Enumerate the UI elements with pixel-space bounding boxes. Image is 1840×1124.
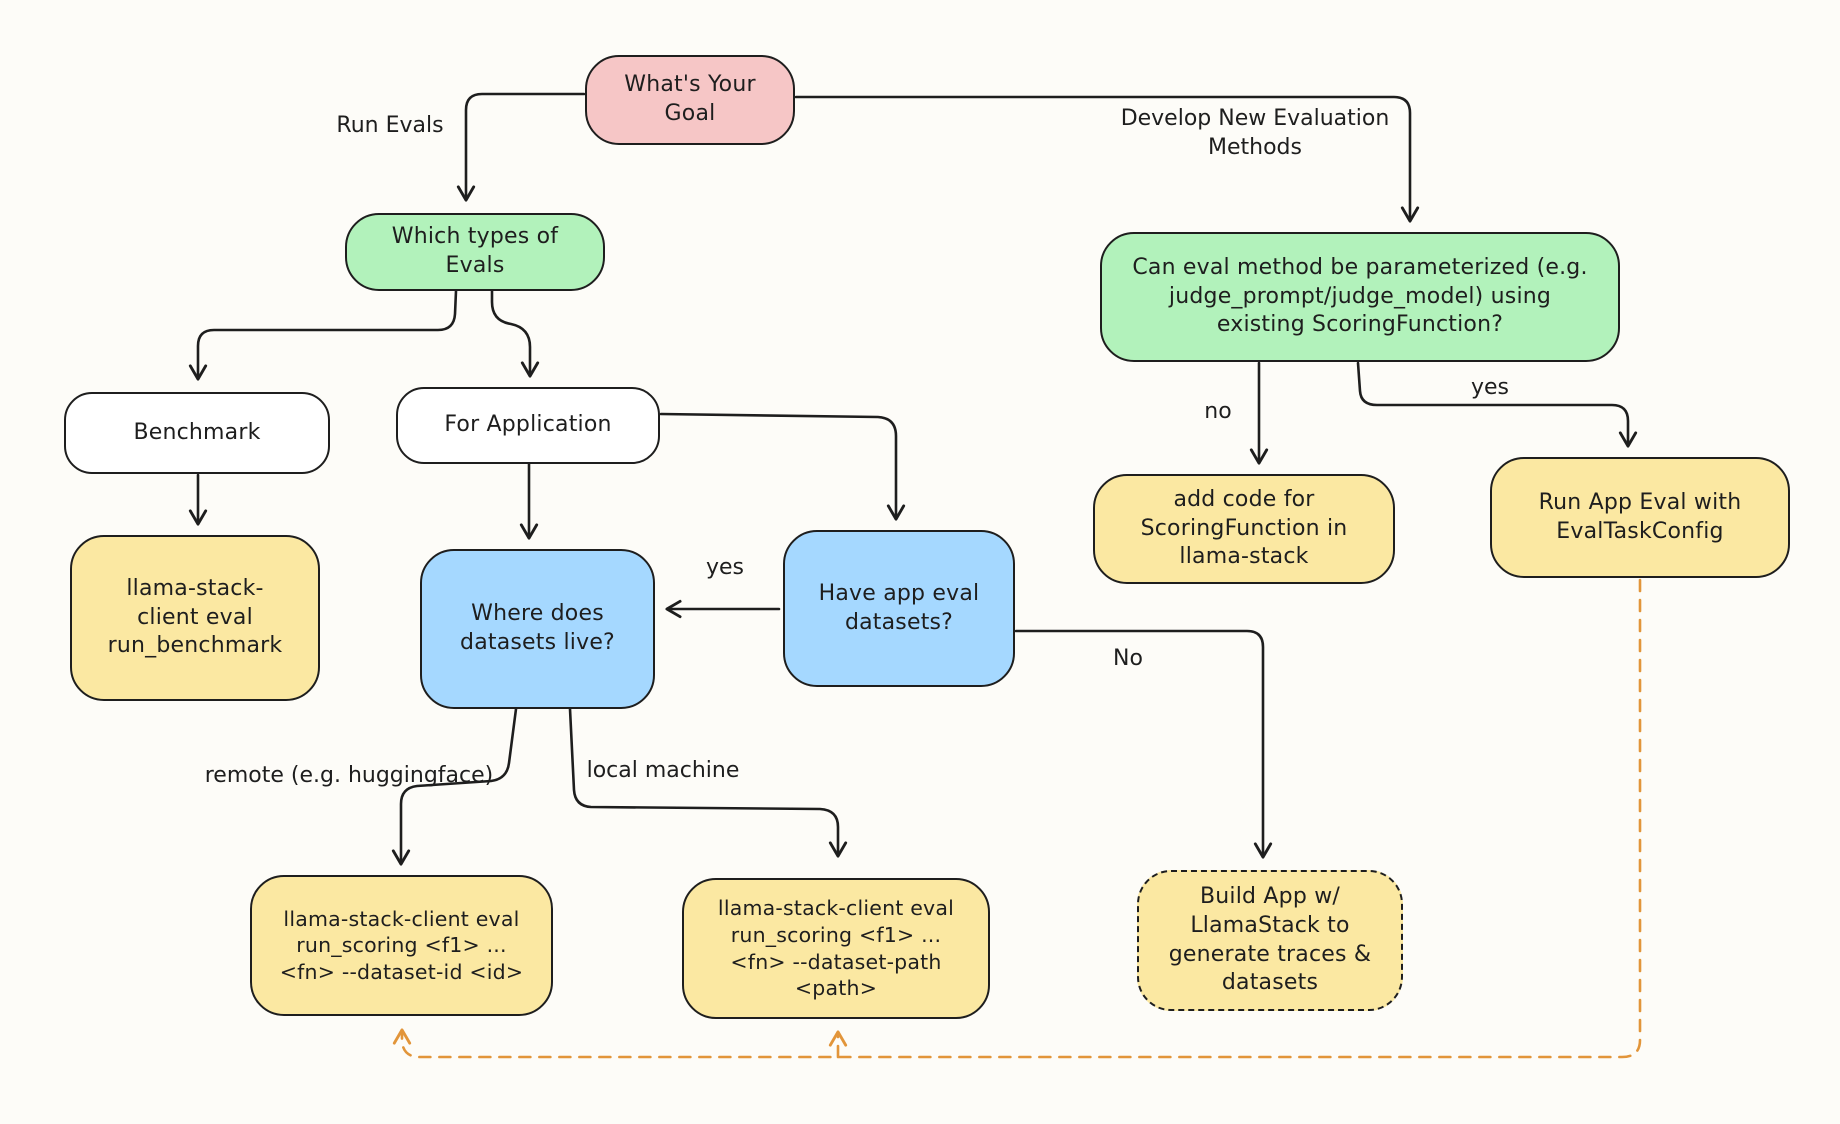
node-for-application-label: For Application — [444, 412, 612, 438]
node-whats-your-goal-label: What's Your Goal — [624, 72, 756, 126]
node-for-application — [396, 387, 660, 464]
edge-label-no-have-datasets: No — [1113, 646, 1143, 671]
node-which-types-of-evals — [345, 213, 605, 291]
edge-label-no-param: no — [1204, 399, 1232, 424]
edge-label-yes-have-datasets: yes — [705, 555, 745, 580]
edge-label-remote-huggingface: remote (e.g. huggingface) — [204, 763, 494, 788]
node-add-code-scoringfunction-label: add code for ScoringFunction in llama-stack — [1140, 487, 1348, 570]
node-run-app-eval-label: Run App Eval with EvalTaskConfig — [1538, 489, 1742, 544]
node-build-app-llamastack — [1137, 870, 1403, 1011]
node-which-types-of-evals-label: Which types of Evals — [391, 224, 559, 278]
edge-label-develop-new-evaluation-methods: Develop New Evaluation Methods — [1120, 106, 1390, 160]
node-run-benchmark — [70, 535, 320, 701]
node-run-scoring-dataset-path — [682, 878, 990, 1019]
node-run-benchmark-label: llama-stack-client eval run_benchmark — [107, 576, 283, 659]
node-where-datasets-live — [420, 549, 655, 709]
node-build-app-llamastack-label: Build App w/ LlamaStack to generate traces & datasets — [1168, 884, 1372, 996]
node-whats-your-goal — [585, 55, 795, 145]
edge-label-run-evals: Run Evals — [336, 113, 444, 138]
edge-goal-to-which-types — [466, 94, 584, 199]
edge-label-local-machine: local machine — [586, 758, 740, 783]
node-benchmark-label: Benchmark — [133, 419, 261, 445]
node-param-question — [1100, 232, 1620, 362]
node-have-app-eval-datasets — [783, 530, 1015, 687]
node-add-code-scoringfunction — [1093, 474, 1395, 584]
node-param-question-label: Can eval method be parameterized (e.g. judge_prompt/judge_model) using existing ScoringFunction? — [1132, 255, 1588, 338]
edge-which-types-to-benchmark — [198, 291, 456, 378]
node-run-scoring-dataset-path-label: llama-stack-client eval run_scoring <f1> ... <fn> --dataset-path <path> — [717, 896, 955, 1001]
edge-which-types-to-for-application — [492, 291, 530, 375]
node-run-scoring-dataset-id — [250, 875, 553, 1016]
edge-for-application-to-have-datasets — [661, 414, 896, 518]
node-where-datasets-live-label: Where does datasets live? — [460, 601, 615, 655]
node-benchmark — [64, 392, 330, 474]
edge-label-yes-param: yes — [1470, 375, 1510, 400]
node-run-scoring-dataset-id-label: llama-stack-client eval run_scoring <f1> ... <fn> --dataset-id <id> — [279, 906, 524, 984]
node-run-app-eval — [1490, 457, 1790, 578]
node-have-app-eval-datasets-label: Have app eval datasets? — [818, 580, 980, 635]
